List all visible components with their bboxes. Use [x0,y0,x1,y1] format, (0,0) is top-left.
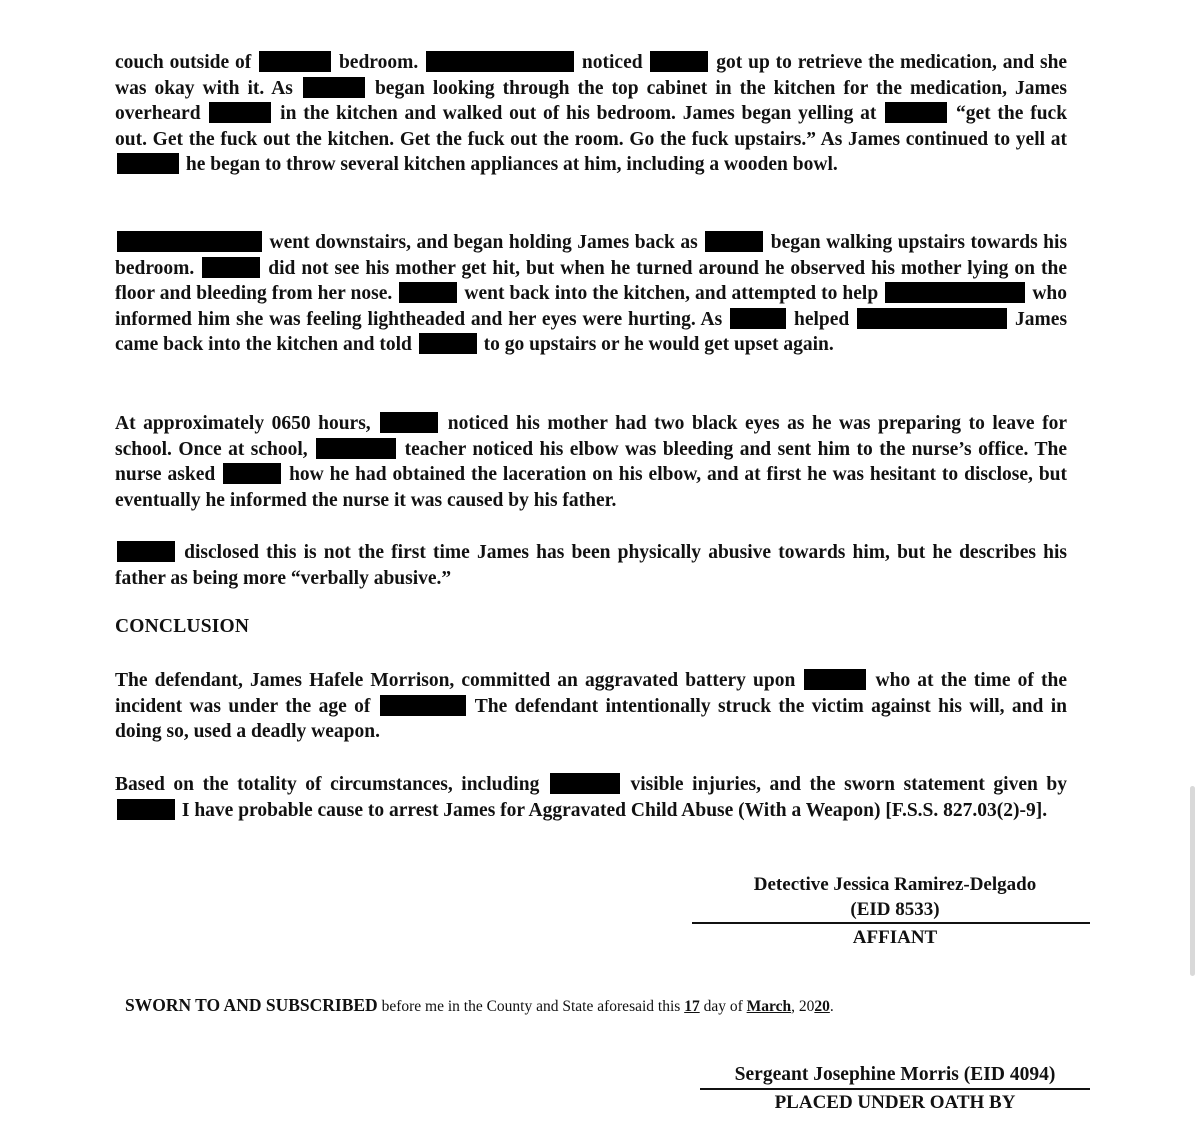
redaction-box [259,51,331,72]
redaction-box [804,669,866,690]
conclusion-heading: CONCLUSION [115,616,250,637]
text-segment: went back into the kitchen, and attempted to help [464,283,879,305]
oath-role: PLACED UNDER OATH BY [774,1092,1016,1113]
sworn-day: 17 [684,998,700,1015]
text-segment: helped [794,308,850,330]
redaction-box [117,541,175,562]
text-segment: began walking upstairs towards his bedroom. [115,232,1068,279]
text-segment: in the kitchen and walked out of his bedroom. James began yelling at [280,103,877,125]
text-segment: who at the time of the incident was under the age of [115,670,1067,717]
text-segment: “get the fuck out. Get the fuck out the kitchen. Get the fuck out the room. Go the fuck upstairs.” As James continued to yell at [115,103,1068,150]
oath-name: Sergeant Josephine Morris (EID 4094) [734,1064,1056,1085]
paragraph-6 [115,772,1067,823]
text-segment: At approximately 0650 hours, [115,413,371,434]
redaction-box [117,799,175,820]
oath-signature-line [700,1088,1090,1090]
redaction-box [885,102,947,123]
redaction-box [885,282,1025,303]
redaction-box [399,282,457,303]
redaction-box [730,308,786,329]
redaction-box [202,257,260,278]
paragraph-3 [115,411,1067,513]
redaction-box [380,412,438,433]
affiant-signature-line [692,922,1090,924]
text-segment: to go upstairs or he would get upset again. [483,334,834,356]
redaction-box [650,51,708,72]
redaction-box [316,438,396,459]
affiant-eid: (EID 8533) [850,899,940,920]
text-segment: how he had obtained the laceration on his elbow, and at first he was hesitant to disclose, but eventually he informed the nurse it was caused by his father. [115,464,1068,511]
text-segment: I have probable cause to arrest James for Aggravated Child Abuse (With a Weapon) [F.S.S. 827.03(2)-9]. [181,799,1048,821]
redaction-box [705,231,763,252]
paragraph-1 [115,50,1067,178]
paragraph-4 [115,540,1067,591]
redaction-box [303,77,365,98]
redaction-box [209,102,271,123]
text-segment: began looking through the top cabinet in the kitchen for the medication, James overheard [115,77,1067,125]
redaction-box [550,773,620,794]
redaction-box [426,51,574,72]
redaction-box [223,463,281,484]
text-segment: went downstairs, and began holding James back as [269,232,698,253]
text-segment: The defendant, James Hafele Morrison, committed an aggravated battery upon [115,670,796,691]
text-segment: visible injuries, and the sworn statement given by [630,774,1067,795]
text-segment: he began to throw several kitchen appliances at him, including a wooden bowl. [185,154,838,176]
sworn-month: March [746,998,792,1015]
redaction-box [857,308,1007,329]
text-segment: noticed his mother had two black eyes as he was preparing to leave for school. Once at school, [115,413,1068,460]
text-segment: got up to retrieve the medication, and she was okay with it. As [115,52,1068,99]
text-segment: noticed [581,52,643,73]
sworn-year: 20 [814,998,830,1015]
sworn-text: . [829,998,834,1015]
sworn-lead: SWORN TO AND SUBSCRIBED [125,995,378,1015]
text-segment: did not see his mother get hit, but when he turned around he observed his mother lying on the floor and bleeding from her nose. [115,257,1067,305]
sworn-text: before me in the County and State aforesaid this [381,998,681,1015]
text-segment: The defendant intentionally struck the victim against his will, and in doing so, used a deadly weapon. [115,695,1068,743]
text-segment: bedroom. [338,52,419,73]
text-segment: teacher noticed his elbow was bleeding and sent him to the nurse’s office. The nurse asked [115,438,1068,486]
text-segment: who informed him she was feeling lightheaded and her eyes were hurting. As [115,283,1068,330]
redaction-box [117,231,262,252]
text-segment: couch outside of [115,52,252,73]
affiant-role: AFFIANT [852,927,938,948]
redaction-box [380,695,466,716]
paragraph-5 [115,668,1067,745]
redaction-box [419,333,477,354]
affiant-name: Detective Jessica Ramirez-Delgado [753,874,1037,895]
redaction-box [117,153,179,174]
sworn-statement [125,995,834,1016]
text-segment: James came back into the kitchen and told [115,308,1068,356]
vertical-scrollbar[interactable] [1190,786,1195,976]
sworn-text: , 20 [791,998,815,1015]
sworn-text: day of [703,998,743,1015]
paragraph-2 [115,230,1067,358]
text-segment: Based on the totality of circumstances, including [115,774,540,795]
text-segment: disclosed this is not the first time James has been physically abusive towards him, but he describes his father as being more “verbally abusive.” [115,542,1068,589]
